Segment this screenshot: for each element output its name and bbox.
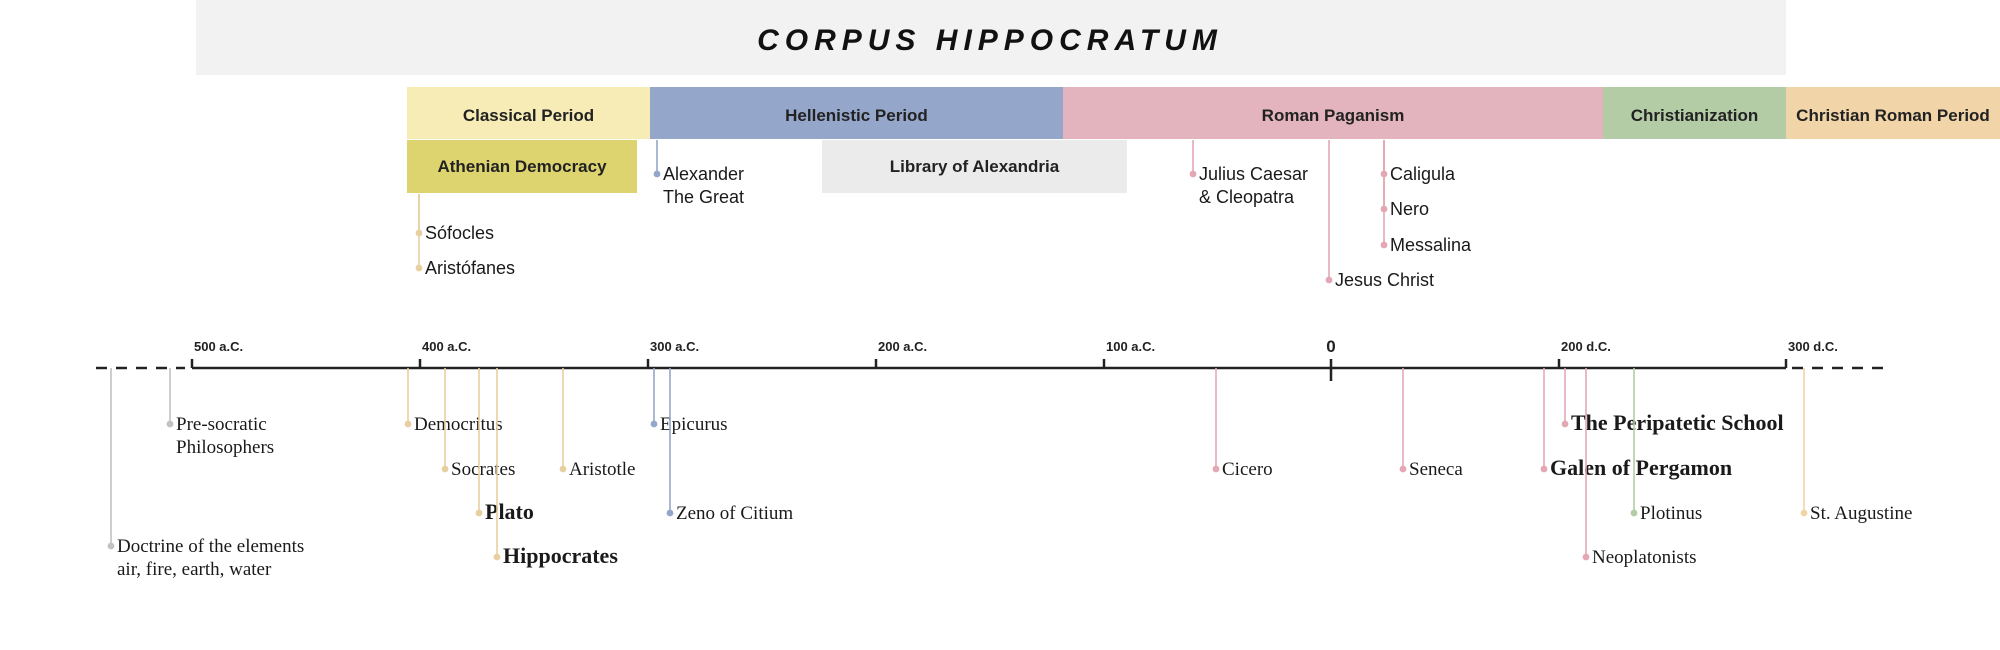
event-label: Sófocles — [425, 223, 495, 243]
axis-tick-200-a-c — [876, 339, 927, 368]
event-dot — [1326, 277, 1333, 284]
event-dot — [108, 543, 115, 550]
event-democritus — [405, 368, 503, 435]
event-caligula — [1381, 140, 1456, 184]
era-band-hellenistic-period — [650, 87, 1063, 139]
sub-band-library-of-alexandria — [822, 140, 1127, 193]
event-dot — [494, 554, 501, 561]
event-label: Galen of Pergamon — [1550, 455, 1733, 480]
event-dot — [560, 466, 567, 473]
event-label: Jesus Christ — [1335, 270, 1435, 290]
event-dot — [1381, 242, 1388, 249]
event-label: Zeno of Citium — [676, 503, 794, 524]
event-label: Plotinus — [1640, 503, 1703, 524]
event-the-peripatetic-school — [1562, 368, 1784, 435]
event-label: Messalina — [1390, 235, 1472, 255]
event-label: air, fire, earth, water — [117, 559, 272, 580]
event-label: Nero — [1390, 199, 1430, 219]
event-label: Aristotle — [569, 459, 636, 480]
event-label: Neoplatonists — [1592, 547, 1697, 568]
axis-tick-100-a-c — [1104, 339, 1155, 368]
event-plotinus — [1631, 368, 1703, 524]
event-cicero — [1213, 368, 1273, 480]
event-dot — [1213, 466, 1220, 473]
event-label: The Peripatetic School — [1571, 410, 1784, 435]
event-dot — [1541, 466, 1548, 473]
tick-label: 300 d.C. — [1788, 339, 1838, 354]
event-alexander-the-great — [654, 140, 744, 207]
event-epicurus — [651, 368, 728, 435]
event-dot — [1801, 510, 1808, 517]
axis-tick-0 — [1326, 337, 1335, 381]
event-label: Alexander — [663, 164, 745, 184]
event-dot — [1631, 510, 1638, 517]
era-band-christianization — [1603, 87, 1786, 139]
event-dot — [651, 421, 658, 428]
time-axis — [96, 337, 1885, 381]
event-dot — [667, 510, 674, 517]
event-zeno-of-citium — [667, 368, 794, 524]
axis-tick-400-a-c — [420, 339, 471, 368]
event-seneca — [1400, 368, 1464, 480]
event-label: Doctrine of the elements — [117, 536, 305, 557]
event-label: St. Augustine — [1810, 503, 1913, 524]
axis-tick-500-a-c — [192, 339, 243, 368]
era-band-christian-roman-period — [1786, 87, 2000, 139]
event-label: Caligula — [1390, 164, 1456, 184]
event-dot — [416, 265, 423, 272]
era-band-roman-paganism — [1063, 87, 1603, 139]
axis-tick-300-a-c — [648, 339, 699, 368]
event-label: Plato — [485, 499, 534, 524]
event-aristotle — [560, 368, 636, 480]
event-plato — [476, 368, 534, 524]
event-dot — [476, 510, 483, 517]
event-doctrine-of-the-elements-air-fire-earth-water — [108, 368, 305, 580]
tick-label: 0 — [1326, 337, 1336, 356]
event-dot — [1562, 421, 1569, 428]
axis-tick-300-d-c — [1786, 339, 1838, 368]
event-dot — [405, 421, 412, 428]
era-band-label: Hellenistic Period — [785, 106, 928, 125]
event-label: Seneca — [1409, 459, 1463, 480]
era-band-label: Christianization — [1630, 106, 1759, 125]
tick-label: 200 a.C. — [878, 339, 928, 354]
event-label: Pre-socratic — [176, 414, 267, 435]
event-label: The Great — [663, 187, 745, 207]
event-label: Democritus — [414, 414, 503, 435]
event-st-augustine — [1801, 368, 1913, 524]
event-pre-socratic-philosophers — [167, 368, 275, 458]
event-dot — [167, 421, 174, 428]
event-julius-caesar-cleopatra — [1190, 140, 1308, 207]
tick-label: 200 d.C. — [1561, 339, 1611, 354]
event-dot — [1190, 171, 1197, 178]
event-dot — [1400, 466, 1407, 473]
era-band-classical-period — [407, 87, 650, 139]
sub-band-label: Athenian Democracy — [437, 157, 607, 176]
sub-band-athenian-democracy — [407, 140, 637, 193]
event-sofocles — [416, 194, 494, 243]
event-label: & Cleopatra — [1199, 187, 1295, 207]
event-messalina — [1381, 140, 1472, 255]
sub-band-label: Library of Alexandria — [889, 157, 1060, 176]
tick-label: 300 a.C. — [650, 339, 700, 354]
event-dot — [442, 466, 449, 473]
period-bands — [196, 0, 2000, 193]
event-label: Aristófanes — [425, 258, 516, 278]
event-dot — [654, 171, 661, 178]
event-markers — [108, 140, 1913, 580]
event-label: Epicurus — [660, 414, 728, 435]
era-band-label: Roman Paganism — [1261, 106, 1405, 125]
event-label: Hippocrates — [503, 543, 618, 568]
event-dot — [1583, 554, 1590, 561]
axis-tick-200-d-c — [1559, 339, 1611, 368]
era-band-label: Christian Roman Period — [1796, 106, 1990, 125]
event-label: Julius Caesar — [1199, 164, 1309, 184]
tick-label: 100 a.C. — [1106, 339, 1156, 354]
tick-label: 400 a.C. — [422, 339, 472, 354]
era-band-label: Classical Period — [462, 106, 595, 125]
event-label: Cicero — [1222, 459, 1273, 480]
tick-label: 500 a.C. — [194, 339, 244, 354]
event-label: Socrates — [451, 459, 516, 480]
event-label: Philosophers — [176, 437, 275, 458]
diagram-title: CORPUS HIPPOCRATUM — [757, 24, 1223, 57]
